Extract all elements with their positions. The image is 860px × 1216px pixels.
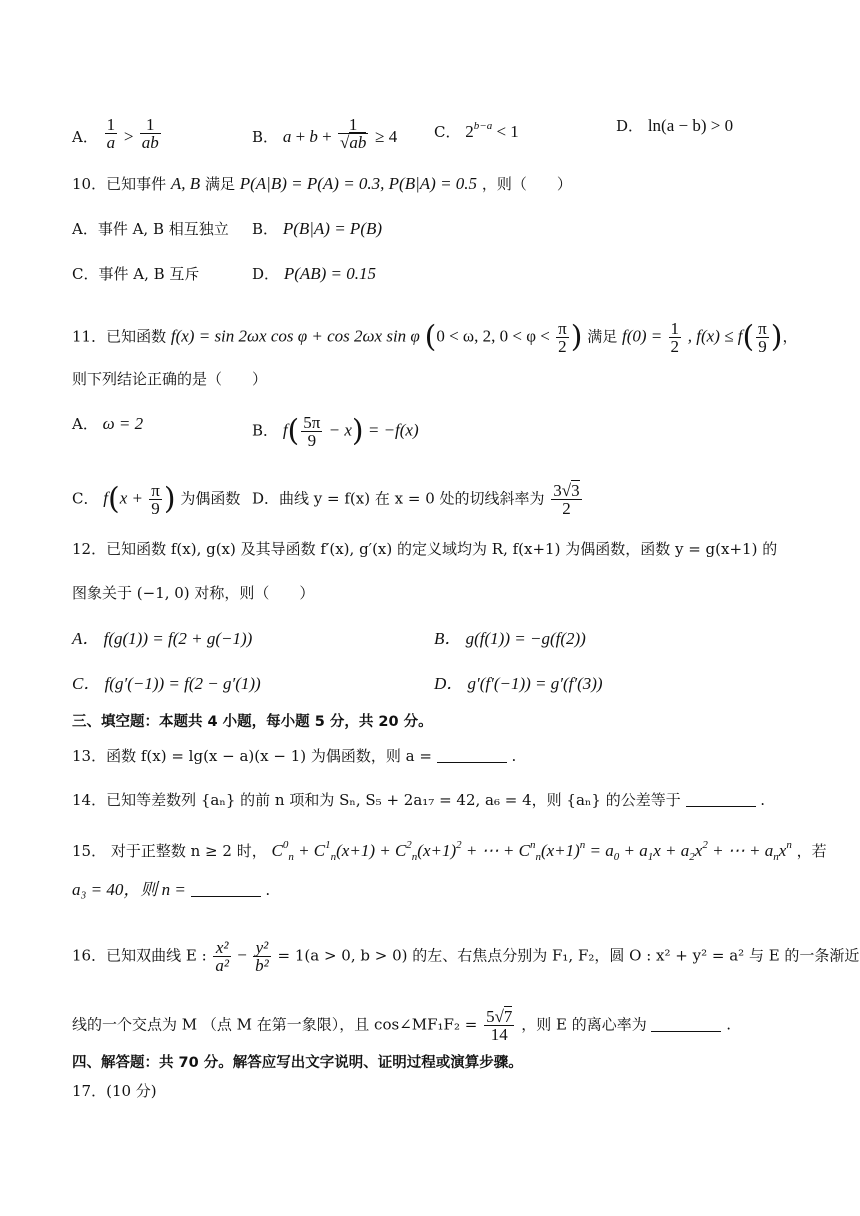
q15-line1: 15． 对于正整数 n ≥ 2 时， $C^0_n + C^1_n(x+1) + C^2_n(x+1)^2$ + ⋯ + $C^n_n(x+1)^n = a_0 + a_1x + a_2x^2$ + ⋯ + $a_nx^n$ ，若 bbox=[72, 839, 827, 863]
q17-heading: 17．(10 分) bbox=[72, 1082, 157, 1100]
q16-line1: 16．已知双曲线 E : $\frac{\text{x²}}{\text{a²}}$ − $\frac{\text{y²}}{\text{b²}}$ = 1(a > 0, b > 0) 的左、右焦点分别为 F₁, F₂，圆 O : x² + y² = a² 与 E 的一条渐近 bbox=[72, 938, 860, 975]
section-4-heading: 四、解答题：共 70 分。解答应写出文字说明、证明过程或演算步骤。 bbox=[72, 1055, 523, 1071]
q10-option-a: A．事件 A, B 相互独立 bbox=[72, 220, 229, 238]
q14: 14．已知等差数列 {aₙ} 的前 n 项和为 Sₙ, S₅ + 2a₁₇ = 42, a₆ = 4，则 {aₙ} 的公差等于 . bbox=[72, 791, 766, 809]
q11-question: 则下列结论正确的是（ ） bbox=[72, 370, 268, 388]
q11-option-a: A． ω = 2 bbox=[72, 414, 144, 433]
q10-option-b: B． P(B|A) = P(B) bbox=[252, 219, 383, 238]
section-3-heading: 三、填空题：本题共 4 小题，每小题 5 分，共 20 分。 bbox=[72, 714, 433, 730]
q9-option-c: C． $2^{b-a} < 1$ bbox=[434, 120, 519, 141]
q12-stem-line1: 12．已知函数 f(x), g(x) 及其导函数 f′(x), g′(x) 的定义域均为 R, f(x+1) 为偶函数，函数 y = g(x+1) 的 bbox=[72, 540, 778, 558]
q11-option-d: D．曲线 y = f(x) 在 x = 0 处的切线斜率为 $\frac{3√3}{2}$ bbox=[252, 481, 580, 518]
q11-stem: 11．已知函数 f(x) = sin 2ωx cos φ + cos 2ωx sin φ (0 < ω, 2, 0 < φ < $\frac{\pi}{2}$ ) 满足 f(0) = $\frac{1}{2}$ , f(x) ≤ f( $\frac{\pi}{9}$ )， bbox=[72, 319, 798, 356]
q15-line2: a₃ = 40，则 n = . bbox=[72, 880, 271, 899]
q11-option-b: B． f( $\frac{5\pi}{9}$ − x) = −f(x) bbox=[252, 413, 419, 450]
q12-option-c: C． f(g′(−1)) = f(2 − g′(1)) bbox=[72, 674, 261, 693]
q10-stem: 10．已知事件 A, B 满足 P(A|B) = P(A) = 0.3, P(B|A) = 0.5 ，则（ ） bbox=[72, 174, 572, 193]
q12-stem-line2: 图象关于 (−1, 0) 对称，则（ ） bbox=[72, 584, 315, 602]
q12-option-b: B． g(f(1)) = −g(f(2)) bbox=[434, 629, 586, 648]
q10-option-c: C．事件 A, B 互斥 bbox=[72, 265, 200, 283]
q15-answer-blank bbox=[191, 882, 261, 897]
q12-option-a: A． f(g(1)) = f(2 + g(−1)) bbox=[72, 629, 253, 648]
q12-option-d: D． g′(f′(−1)) = g′(f′(3)) bbox=[434, 674, 603, 693]
q10-option-d: D． P(AB) = 0.15 bbox=[252, 264, 377, 283]
q9-option-a: A． $\frac{1}{a}$ > $\frac{1}{ab}$ bbox=[72, 115, 159, 152]
q16-line2: 线的一个交点为 M （点 M 在第一象限），且 cos∠MF₁F₂ = $\frac{5√7}{14}$ ，则 E 的离心率为 . bbox=[72, 1007, 732, 1044]
q14-answer-blank bbox=[686, 792, 756, 807]
q11-option-c: C． f(x + $\frac{\pi}{9}$ ) 为偶函数 bbox=[72, 481, 241, 518]
q13: 13．函数 f(x) = lg(x − a)(x − 1) 为偶函数，则 a = . bbox=[72, 747, 517, 765]
q13-answer-blank bbox=[437, 748, 507, 763]
q9-option-b: B． a + b + $\frac{1}{√ab}$ ≥ 4 bbox=[252, 115, 398, 152]
q9-option-d: D． ln(a − b) > 0 bbox=[616, 116, 734, 135]
q16-answer-blank bbox=[651, 1017, 721, 1032]
